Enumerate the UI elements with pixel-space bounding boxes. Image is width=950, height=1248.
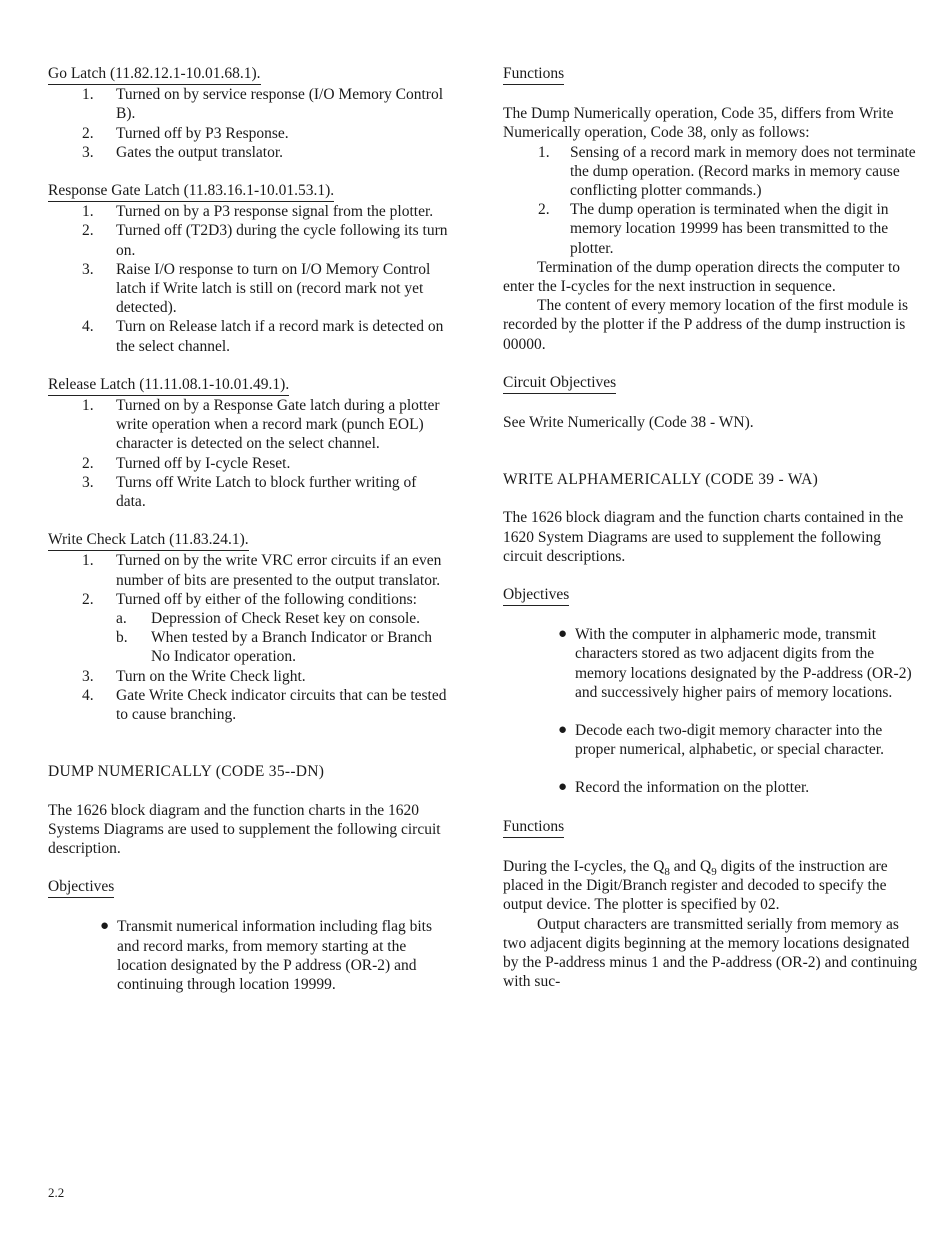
output-paragraph: Output characters are transmitted serially from memory as two adjacent digits beginning at the memory locations designated by the P-address minus 1 and the P-address (OR-2) and continuing with suc- xyxy=(503,915,918,991)
list-item: 3. Gates the output translator. xyxy=(82,143,284,161)
list-item: 4. Turn on Release latch if a record mark is detected on the select channel. xyxy=(82,318,444,355)
list-item: 1. Turned on by service response (I/O Memory Control B). xyxy=(82,86,444,123)
write-check-section xyxy=(48,530,448,724)
circuit-objectives-heading: Circuit Objectives xyxy=(503,373,616,394)
list-item: 4. Gate Write Check indicator circuits that can be tested to cause branching. xyxy=(82,686,447,724)
sub-list-item: a. Depression of Check Reset key on console. xyxy=(116,610,421,628)
functions2-paragraph: During the I-cycles, the $Q_8$ and $Q_9$ digits of the instruction are placed in the Digit/Branch register and decoded to specify the output device. The plotter is specified by 02. xyxy=(503,857,888,914)
functions-heading: Functions xyxy=(503,64,564,85)
functions-intro-paragraph: The Dump Numerically operation, Code 35, differs from Write Numerically operation, Code 38, only as follows: xyxy=(503,105,894,142)
bullet-icon: ● xyxy=(558,722,568,739)
list-item: ● Transmit numerical information including flag bits and record marks, from memory starting at the location designated by the P address (OR-2) and continuing through location 19999. xyxy=(100,918,432,993)
response-gate-list xyxy=(48,202,448,356)
list-item: 1. Turned on by a P3 response signal from the plotter. xyxy=(82,203,434,221)
response-gate-section xyxy=(48,181,448,356)
circuit-objectives-text: See Write Numerically (Code 38 - WN). xyxy=(503,414,754,432)
list-item: 2. The dump operation is terminated when the digit in memory location 19999 has been transmitted to the plotter. xyxy=(538,201,889,257)
list-item: 3. Raise I/O response to turn on I/O Memory Control latch if Write latch is still on (record mark not yet detected). xyxy=(82,260,431,317)
release-latch-list xyxy=(48,396,448,511)
dump-numerically-title: DUMP NUMERICALLY (CODE 35--DN) xyxy=(48,763,325,781)
list-item: 1. Turned on by a Response Gate latch during a plotter write operation when a record mark (punch EOL) character is detected on the select channel. xyxy=(82,397,440,453)
bullet-icon: ● xyxy=(558,779,568,796)
go-latch-heading: Go Latch (11.82.12.1-10.01.68.1). xyxy=(48,64,261,85)
list-item: ● Record the information on the plotter. xyxy=(558,779,810,797)
list-item: 3. Turns off Write Latch to block further writing of data. xyxy=(82,473,417,511)
release-latch-section xyxy=(48,375,448,511)
dump-intro-paragraph: The 1626 block diagram and the function charts in the 1620 Systems Diagrams are used to supplement the following circuit description. xyxy=(48,801,441,857)
bullet-icon: ● xyxy=(558,626,568,643)
list-item: 2. Turned off by I-cycle Reset. xyxy=(82,454,291,472)
list-item: 1. Sensing of a record mark in memory does not terminate the dump operation. (Record marks in memory cause conflicting plotter commands.) xyxy=(538,143,916,200)
bullet-icon: ● xyxy=(100,918,110,935)
write-check-heading: Write Check Latch (11.83.24.1). xyxy=(48,530,249,551)
write-check-list xyxy=(48,551,448,724)
release-latch-heading: Release Latch (11.11.08.1-10.01.49.1). xyxy=(48,375,289,396)
list-item: 1. Turned on by the write VRC error circuits if an even number of bits are presented to the output translator. xyxy=(82,552,442,589)
list-item: ● With the computer in alphameric mode, transmit characters stored as two adjacent digits from the memory locations designated by the P-address (OR-2) and successively higher pairs of memory locations. xyxy=(558,626,912,701)
left-column xyxy=(48,64,448,994)
list-item: 2. Turned off by P3 Response. xyxy=(82,124,289,142)
objectives-heading-2: Objectives xyxy=(503,585,569,606)
go-latch-section xyxy=(48,64,448,162)
response-gate-heading: Response Gate Latch (11.83.16.1-10.01.53.1). xyxy=(48,181,334,202)
page-number: 2.2 xyxy=(48,1185,65,1200)
write-alphamerically-title: WRITE ALPHAMERICALLY (CODE 39 - WA) xyxy=(503,471,819,489)
write-check-sublist xyxy=(116,609,448,667)
sub-list-item: b. When tested by a Branch Indicator or Branch No Indicator operation. xyxy=(116,629,433,666)
list-item: 3. Turn on the Write Check light. xyxy=(82,667,306,685)
right-column xyxy=(503,64,918,991)
wa-intro-paragraph: The 1626 block diagram and the function charts contained in the 1620 System Diagrams are used to supplement the following circuit descriptions. xyxy=(503,509,904,565)
functions-list xyxy=(503,143,918,258)
objectives-heading: Objectives xyxy=(48,877,114,898)
dump-objectives-list xyxy=(100,917,448,994)
content-paragraph: The content of every memory location of the first module is recorded by the plotter if the P address of the dump instruction is 00000. xyxy=(503,297,909,353)
list-item: ● Decode each two-digit memory character into the proper numerical, alphabetic, or special character. xyxy=(558,722,884,759)
go-latch-list xyxy=(48,85,448,162)
list-item: 2. Turned off by either of the following conditions: a. Depression of Check Reset key on console. b. When tested by a Branch Indicator or Branch No Indicator operation. xyxy=(48,590,448,667)
termination-paragraph: Termination of the dump operation directs the computer to enter the I-cycles for the next instruction in sequence. xyxy=(503,258,901,296)
list-item: 2. Turned off (T2D3) during the cycle following its turn on. xyxy=(82,222,448,259)
wa-objectives-list xyxy=(558,625,918,797)
functions-heading-2: Functions xyxy=(503,817,564,838)
